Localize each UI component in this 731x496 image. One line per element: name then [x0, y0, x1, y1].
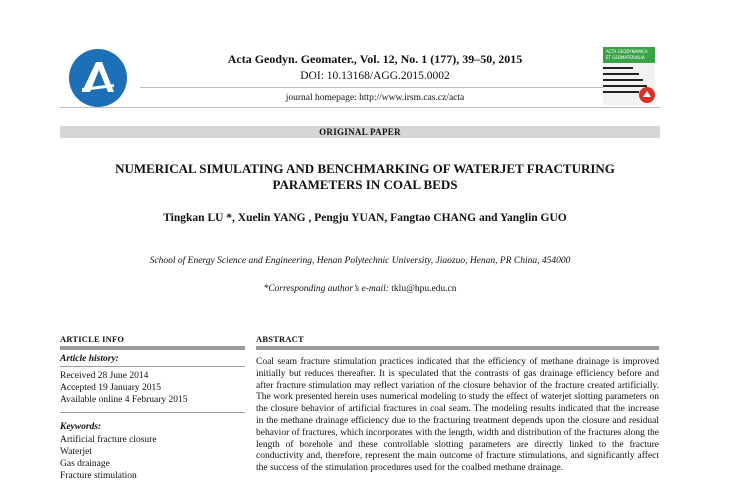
history-accepted: Accepted 19 January 2015 [60, 383, 162, 393]
corresponding-label: *Corresponding author’s e-mail: [263, 284, 389, 294]
journal-citation: Acta Geodyn. Geomater., Vol. 12, No. 1 (177), 39–50, 2015 [227, 52, 523, 66]
article-info-heading: ARTICLE INFO [60, 334, 125, 344]
authors: Tingkan LU *, Xuelin YANG , Pengju YUAN, Fangtao CHANG and Yanglin GUO [163, 212, 567, 224]
history-received: Received 28 June 2014 [60, 371, 149, 381]
keyword-item: Gas drainage [60, 459, 110, 469]
abstract-heading: ABSTRACT [256, 334, 304, 344]
keywords-top-rule [60, 412, 245, 413]
cover-title-line1: ACTA GEODYNAMICA [606, 49, 648, 54]
doi: DOI: 10.13168/AGG.2015.0002 [300, 70, 450, 82]
corresponding-email: tklu@hpu.edu.cn [391, 284, 457, 294]
paper-title-line2: PARAMETERS IN COAL BEDS [272, 177, 458, 192]
affiliation: School of Energy Science and Engineering, Henan Polytechnic University, Jiaozuo, Henan, PR China, 454000 [149, 256, 571, 266]
keywords-list [60, 434, 245, 482]
journal-homepage: journal homepage: http://www.irsm.cas.cz/acta [285, 93, 465, 103]
paper-title-line1: NUMERICAL SIMULATING AND BENCHMARKING OF WATERJET FRACTURING [115, 161, 615, 176]
keyword-item: Fracture stimulation [60, 471, 137, 481]
article-info-rule [60, 346, 245, 350]
article-history-rule [60, 366, 245, 367]
keywords-heading: Keywords: [60, 422, 102, 432]
abstract-rule [256, 346, 659, 350]
journal-logo-icon [68, 48, 128, 108]
cover-title-line2: ET GEOMATERIALIA [606, 55, 645, 60]
header-divider [140, 87, 610, 88]
abstract-text: Coal seam fracture stimulation practices indicated that the efficiency of methane drainage is improved initially but reduces thereafter. It is speculated that the contrasts of gas drainage efficiency before and after fracture stimulation may reflect variation of the closure behavior of the fracture created artificially. The work presented herein uses numerical modeling to study the effect of waterjet slotting parameters on the closure behavior of artificial fractures in coal seam. The modeling results indicated that the increase in the methane drainage efficiency due to the fracturing treatment depends upon the closure and residual behavior of fractures, which incorporates with the length, width and distribution of the fractures along the length of borehole and these controllable slotting parameters are directly linked to the fracture conductivity and, therefore, represent the main outcome of fracture stimulations, and significantly affect the success of the stimulation procedures used for the coalbed methane drainage. [256, 357, 659, 474]
keyword-item: Waterjet [60, 447, 92, 457]
keyword-item: Artificial fracture closure [60, 435, 157, 445]
paper-title [80, 161, 650, 193]
article-history-heading: Article history: [60, 354, 119, 364]
corresponding-author [60, 284, 660, 294]
original-paper-band: ORIGINAL PAPER [60, 126, 660, 138]
journal-cover-icon [603, 47, 655, 105]
article-history-list [60, 370, 245, 406]
history-online: Available online 4 February 2015 [60, 395, 188, 405]
